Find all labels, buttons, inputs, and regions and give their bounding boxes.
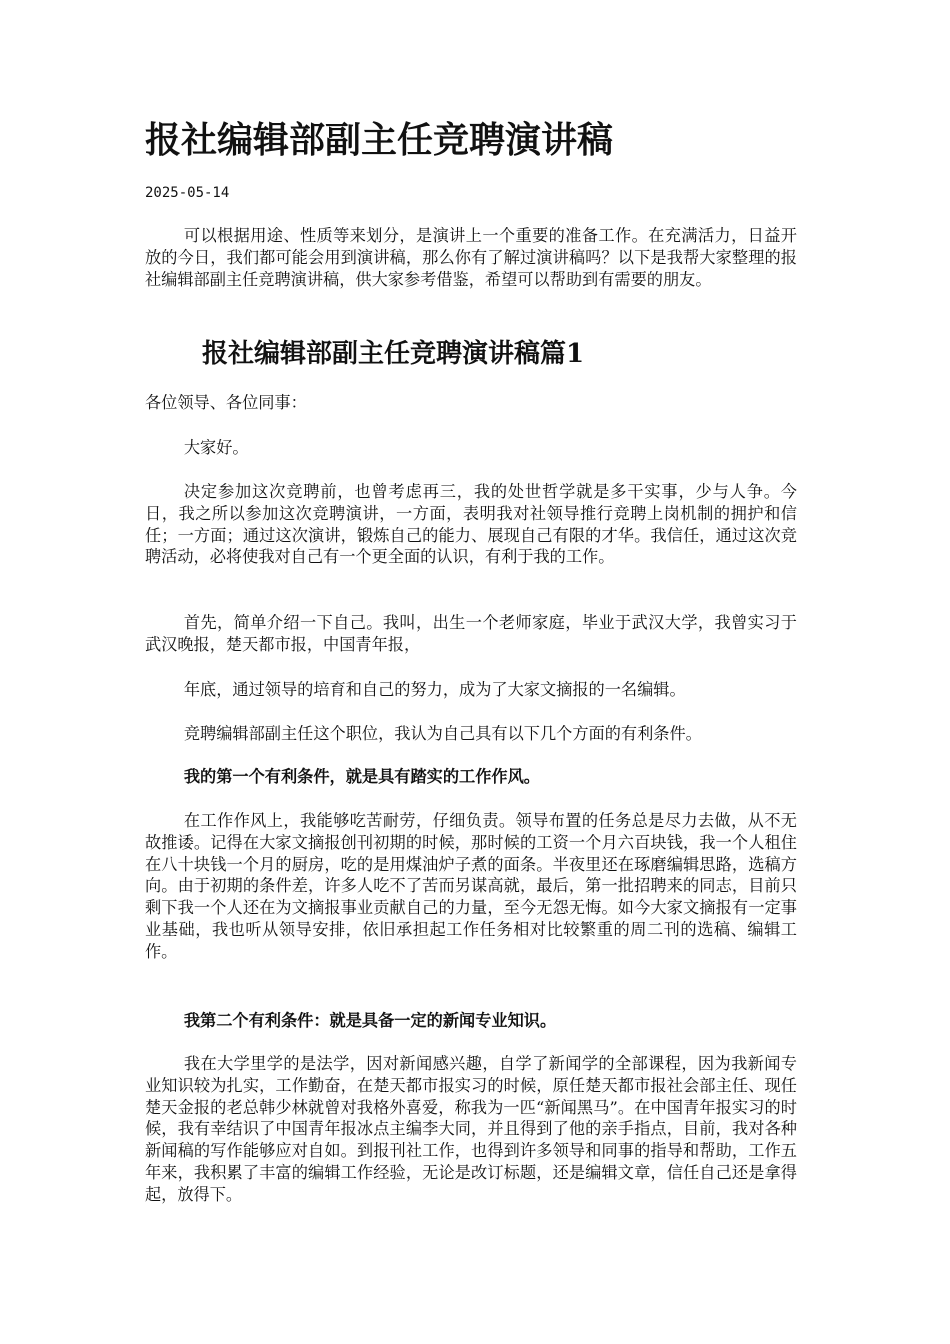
publish-date: 2025-05-14 [145,185,230,201]
greeting: 大家好。 [183,438,249,457]
subheading-second-condition: 我第二个有利条件：就是具备一定的新闻专业知识。 [183,1011,557,1030]
salutation: 各位领导、各位同事： [145,393,307,412]
section-heading: 报社编辑部副主任竞聘演讲稿篇1 [202,339,585,369]
paragraph-conditions: 竞聘编辑部副主任这个职位，我认为自己具有以下几个方面的有利条件。 [183,724,702,743]
subheading-first-condition: 我的第一个有利条件，就是具有踏实的工作作风。 [183,767,540,786]
paragraph-self-intro: 首先，简单介绍一下自己。我叫，出生一个老师家庭，毕业于武汉大学，我曾实习于武汉晚报，楚天都市报，中国青年报， [145,613,797,654]
paragraph-work-style: 在工作作风上，我能够吃苦耐劳，仔细负责。领导布置的任务总是尽力去做，从不无故推诿。记得在大家文摘报创刊初期的时候，那时候的工资一个月六百块钱，我一个人租住在八十块钱一个月的厨房，吃的是用煤油炉子煮的面条。半夜里还在琢磨编辑思路，选稿方向。由于初期的条件差，许多人吃不了苦而另谋高就，最后，第一批招聘来的同志，目前只剩下我一个人还在为文摘报事业贡献自己的力量，至今无怨无悔。如今大家文摘报有一定事业基础，我也听从领导安排，依旧承担起工作任务相对比较繁重的周二刊的选稿、编辑工作。 [145,811,797,961]
document-title: 报社编辑部副主任竞聘演讲稿 [145,119,614,161]
paragraph-year-end: 年底，通过领导的培育和自己的努力，成为了大家文摘报的一名编辑。 [183,680,686,699]
paragraph-news-knowledge: 我在大学里学的是法学，因对新闻感兴趣，自学了新闻学的全部课程，因为我新闻专业知识较为扎实，工作勤奋，在楚天都市报实习的时候，原任楚天都市报社会部主任、现任楚天金报的老总韩少林就曾对我格外喜爱，称我为一匹“新闻黑马”。在中国青年报实习的时候，我有幸结识了中国青年报冰点主编李大同，并且得到了他的亲手指点，目前，我对各种新闻稿的写作能够应对自如。到报刊社工作，也得到许多领导和同事的指导和帮助，工作五年来，我积累了丰富的编辑工作经验，无论是改订标题，还是编辑文章，信任自己还是拿得起，放得下。 [145,1054,797,1204]
intro-paragraph: 可以根据用途、性质等来划分，是演讲上一个重要的准备工作。在充满活力，日益开放的今日，我们都可能会用到演讲稿，那么你有了解过演讲稿吗？以下是我帮大家整理的报社编辑部副主任竞聘演讲稿，供大家参考借鉴，希望可以帮助到有需要的朋友。 [145,226,797,289]
paragraph-decision: 决定参加这次竞聘前，也曾考虑再三，我的处世哲学就是多干实事，少与人争。今日，我之所以参加这次竞聘演讲，一方面，表明我对社领导推行竞聘上岗机制的拥护和信任；一方面；通过这次演讲，锻炼自己的能力、展现自己有限的才华。我信任，通过这次竞聘活动，必将使我对自己有一个更全面的认识，有利于我的工作。 [145,482,797,567]
